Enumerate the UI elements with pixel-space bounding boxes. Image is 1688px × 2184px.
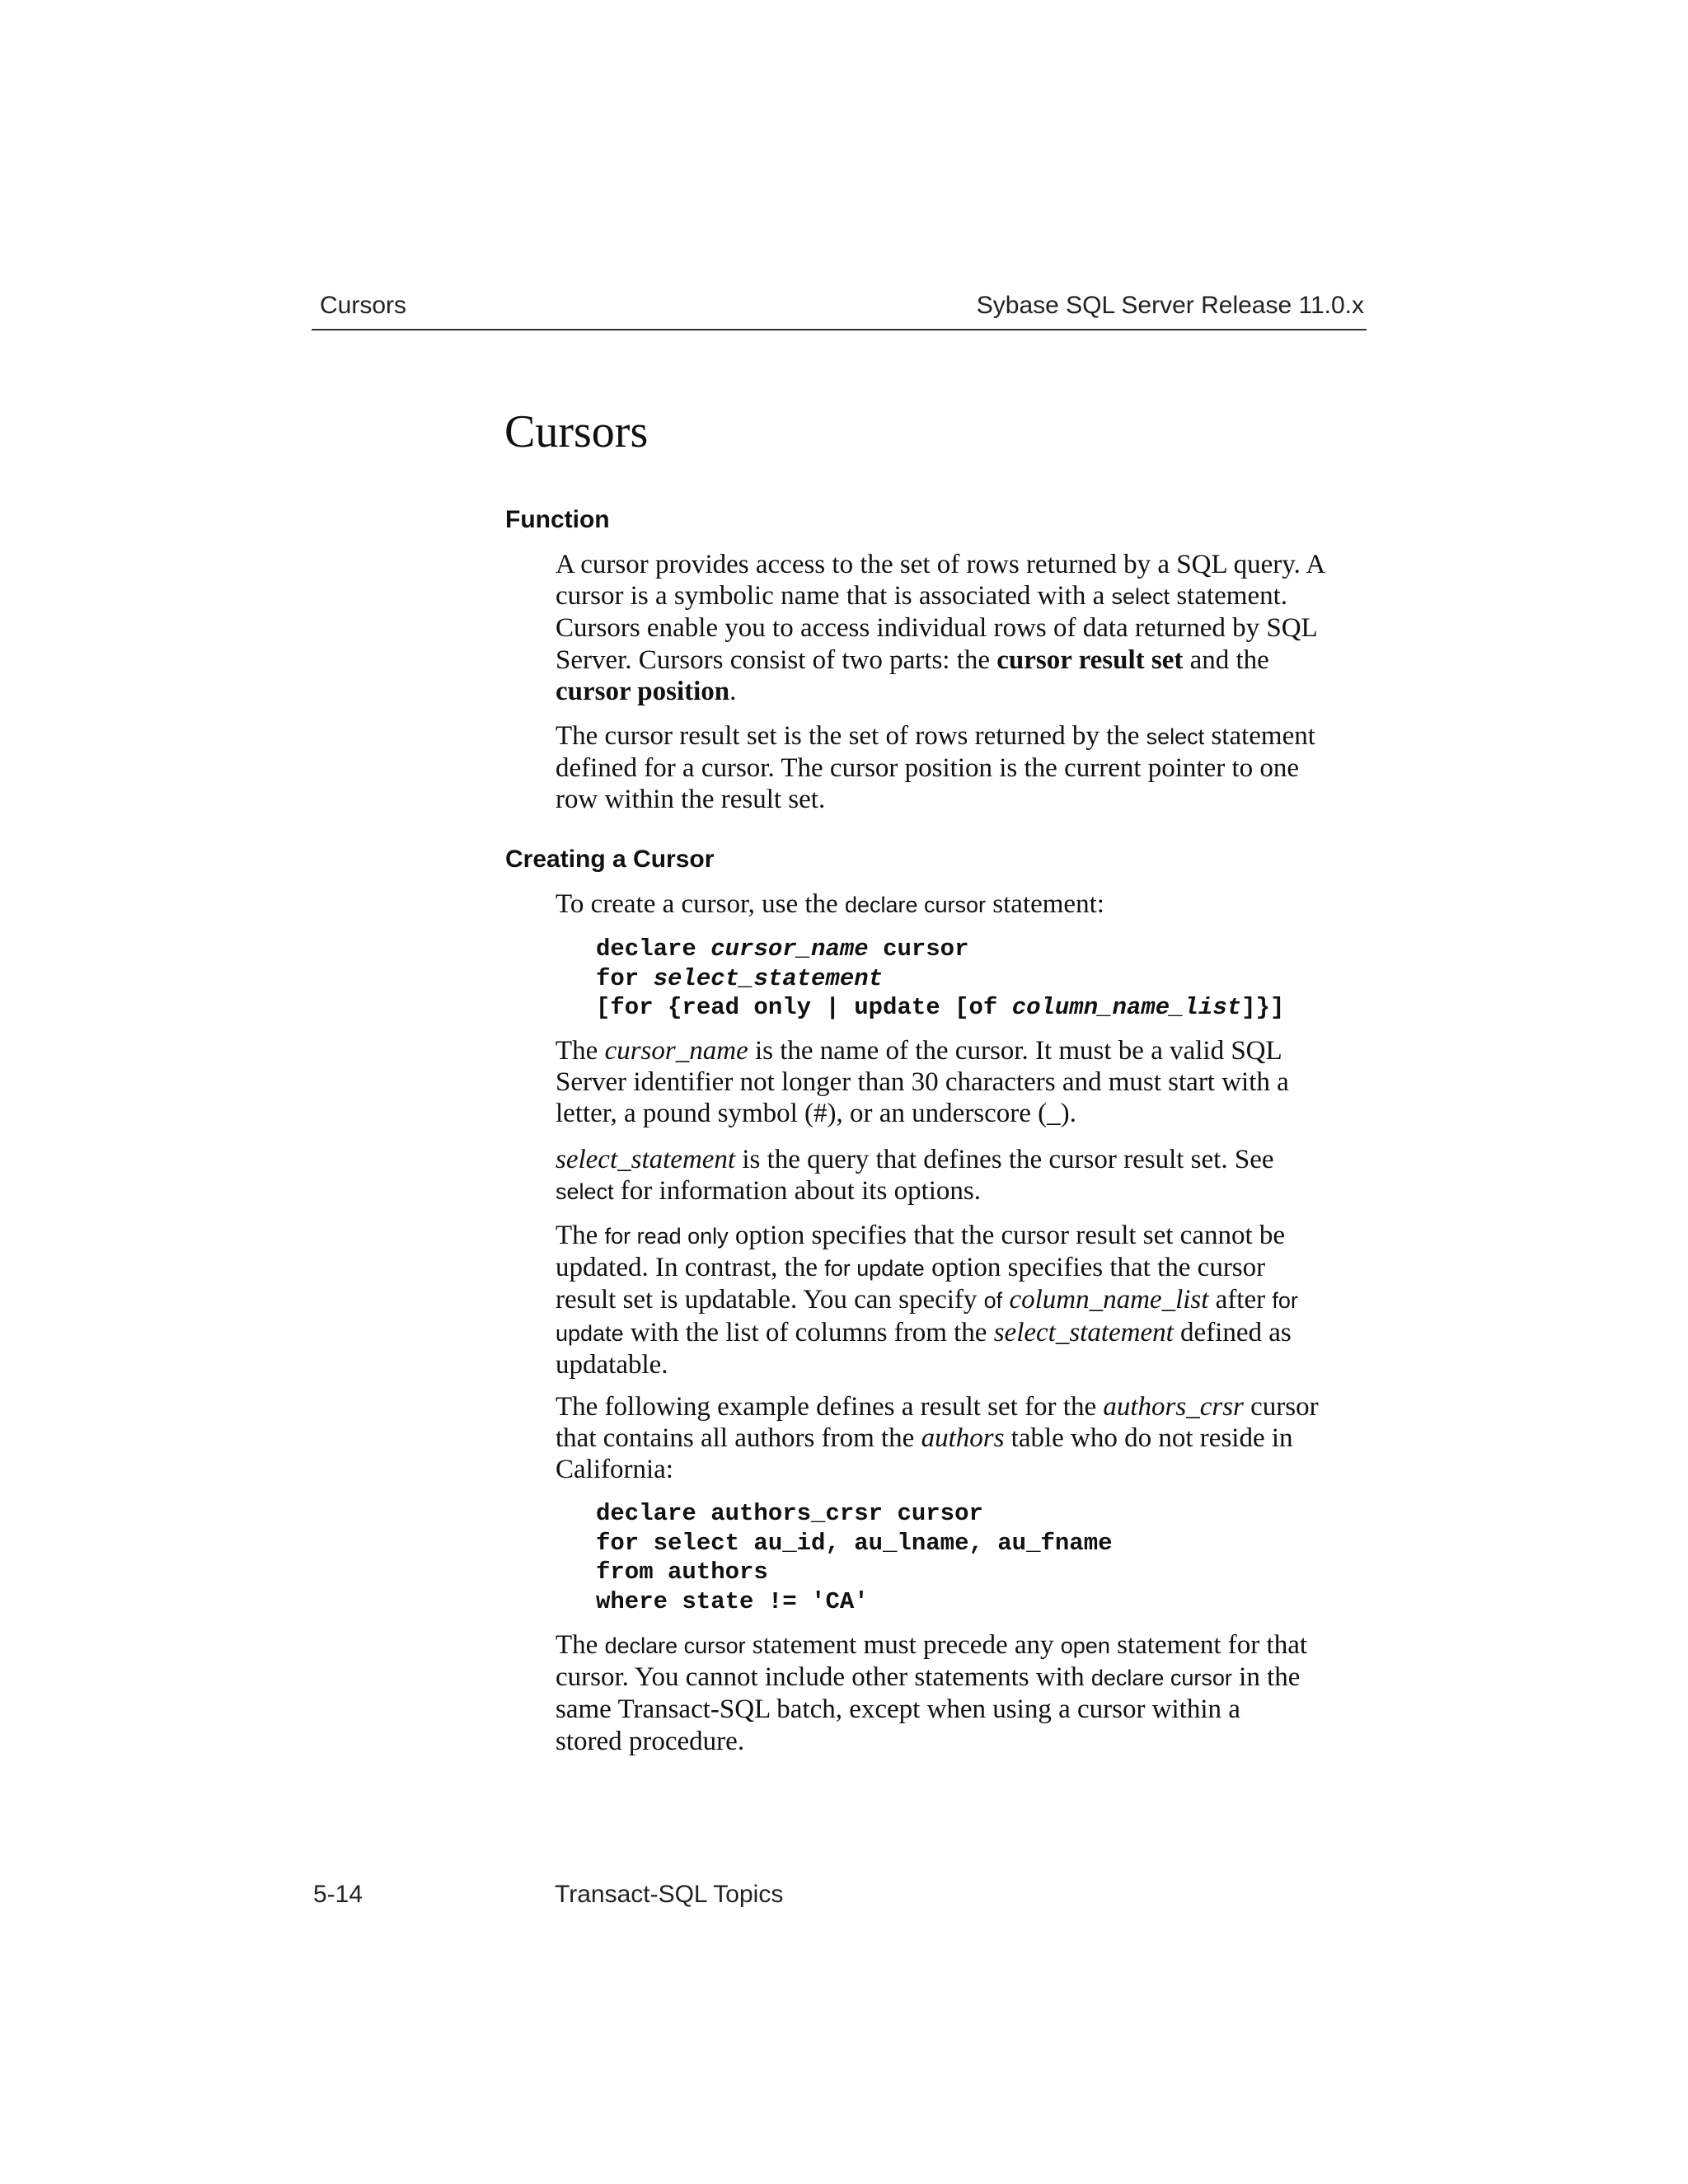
paragraph-cursor-intro bbox=[556, 549, 1372, 707]
keyword-of: of bbox=[983, 1288, 1003, 1314]
text-line: The following example defines a result set for the authors_crsr cursor bbox=[556, 1392, 1319, 1422]
text-line: that contains all authors from the authors table who do not reside in bbox=[556, 1423, 1293, 1454]
text-line: The for read only option specifies that the cursor result set cannot be bbox=[556, 1221, 1286, 1250]
syntax-block-declare-cursor bbox=[596, 935, 1284, 1023]
text-line: The cursor_name is the name of the cursor. It must be a valid SQL bbox=[556, 1036, 1282, 1066]
code-line: for select_statement bbox=[596, 964, 884, 992]
term-cursor-result-set: cursor result set bbox=[996, 644, 1184, 675]
text-line: updatable. bbox=[556, 1349, 668, 1380]
text-line: cursor is a symbolic name that is associated with a select statement. bbox=[556, 581, 1288, 612]
text-line: same Transact-SQL batch, except when using a cursor within a bbox=[556, 1694, 1240, 1725]
running-header-product: Sybase SQL Server Release 11.0.x bbox=[976, 292, 1364, 319]
keyword-declare-cursor: declare cursor bbox=[844, 893, 987, 917]
text-line: update with the list of columns from the select_statement defined as bbox=[556, 1317, 1292, 1347]
text-line: result set is updatable. You can specify of column_name_list after for bbox=[556, 1285, 1298, 1315]
running-header-chapter: Cursors bbox=[320, 292, 407, 319]
text-line: Server. Cursors consist of two parts: the cursor result set and the bbox=[556, 644, 1269, 675]
keyword-select: select bbox=[1146, 724, 1205, 749]
page-number: 5-14 bbox=[313, 1881, 363, 1908]
paragraph-result-set-definition bbox=[556, 720, 1372, 816]
keyword-declare-cursor: declare cursor bbox=[1090, 1666, 1232, 1691]
header-rule bbox=[312, 329, 1367, 330]
text-line: defined for a cursor. The cursor position is the current pointer to one bbox=[556, 753, 1300, 784]
text-line: row within the result set. bbox=[556, 785, 826, 815]
keyword-select: select bbox=[556, 1179, 614, 1205]
section-heading-function: Function bbox=[505, 506, 610, 533]
keyword-select: select bbox=[1111, 584, 1170, 610]
code-line: where state != 'CA' bbox=[596, 1587, 869, 1615]
text-line: Cursors enable you to access individual rows of data returned by SQL bbox=[556, 613, 1318, 644]
code-line: for select au_id, au_lname, au_fname bbox=[596, 1529, 1113, 1557]
paragraph-create-intro bbox=[556, 888, 1372, 921]
text-line: select for information about its options. bbox=[556, 1176, 981, 1207]
text-line: cursor. You cannot include other statements with declare cursor in the bbox=[556, 1662, 1301, 1693]
section-heading-creating-a-cursor: Creating a Cursor bbox=[505, 846, 715, 873]
page-title: Cursors bbox=[504, 406, 649, 457]
keyword-for: for bbox=[1272, 1288, 1298, 1314]
text-line: To create a cursor, use the declare cursor statement: bbox=[556, 889, 1104, 919]
paragraph-select-statement bbox=[556, 1144, 1372, 1207]
running-footer-section: Transact-SQL Topics bbox=[555, 1881, 784, 1908]
text-line: letter, a pound symbol (#), or an underscore (_). bbox=[556, 1099, 1076, 1129]
text-line: updated. In contrast, the for update option specifies that the cursor bbox=[556, 1253, 1266, 1283]
text-line: Server identifier not longer than 30 characters and must start with a bbox=[556, 1067, 1289, 1098]
text-line: A cursor provides access to the set of rows returned by a SQL query. A bbox=[556, 550, 1326, 579]
keyword-update: update bbox=[556, 1320, 624, 1346]
keyword-for-read-only: for read only bbox=[604, 1224, 729, 1249]
code-line: declare cursor_name cursor bbox=[596, 935, 969, 963]
paragraph-example-intro bbox=[556, 1391, 1372, 1486]
code-line: [for {read only | update [of column_name_list]}] bbox=[596, 994, 1285, 1021]
keyword-open: open bbox=[1060, 1633, 1110, 1658]
code-example-authors-crsr bbox=[596, 1499, 1113, 1616]
paragraph-declare-precedes-open bbox=[556, 1629, 1372, 1757]
text-line: California: bbox=[556, 1455, 673, 1485]
term-cursor-position: cursor position bbox=[556, 676, 730, 706]
keyword-declare-cursor: declare cursor bbox=[604, 1633, 746, 1658]
code-line: declare authors_crsr cursor bbox=[596, 1500, 983, 1527]
text-line: The cursor result set is the set of rows returned by the select statement bbox=[556, 721, 1315, 751]
keyword-for-update: for update bbox=[824, 1256, 925, 1282]
text-line: stored procedure. bbox=[556, 1726, 745, 1756]
text-line: select_statement is the query that defines the cursor result set. See bbox=[556, 1145, 1274, 1174]
text-line: cursor position. bbox=[556, 676, 737, 706]
code-line: from authors bbox=[596, 1558, 768, 1586]
paragraph-cursor-name bbox=[556, 1035, 1372, 1130]
paragraph-read-only-update bbox=[556, 1220, 1372, 1380]
text-line: The declare cursor statement must precede any open statement for that bbox=[556, 1630, 1308, 1660]
